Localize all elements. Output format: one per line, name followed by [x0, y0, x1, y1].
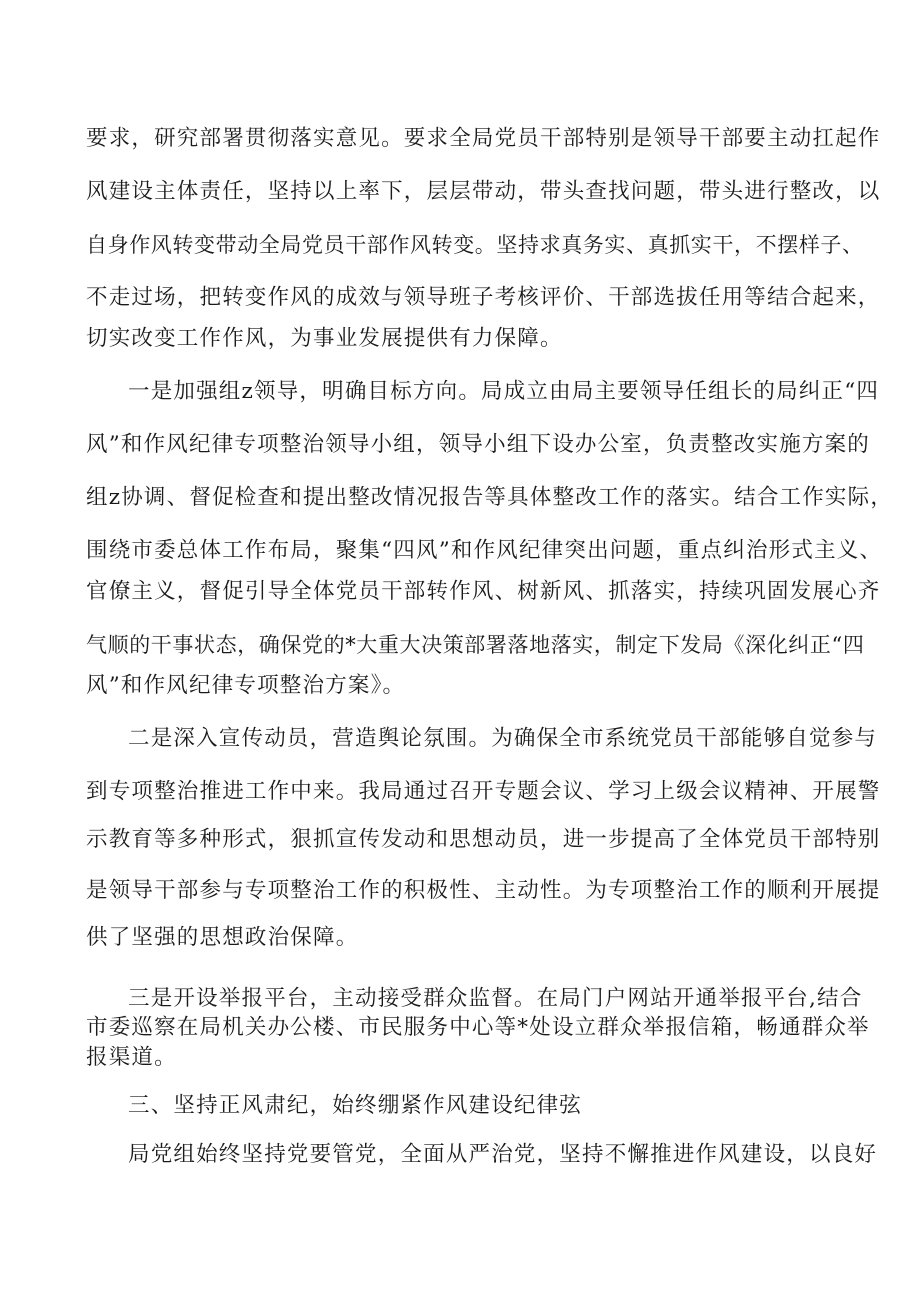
text-line: 报渠道。	[86, 1045, 177, 1070]
text-line: 三是开设举报平台，主动接受群众监督。在局门户网站开通举报平台,结合	[128, 986, 863, 1011]
text-line: 是领导干部参与专项整治工作的积极性、主动性。为专项整治工作的顺利开展提	[86, 878, 881, 903]
text-line: 气顺的干事状态，确保党的*大重大决策部署落地落实，制定下发局《深化纠正“四	[86, 633, 865, 657]
section-heading: 三、坚持正风肃纪，始终绷紧作风建设纪律弦	[128, 1093, 583, 1118]
text-line: 到专项整治推进工作中来。我局通过召开专题会议、学习上级会议精神、开展警	[86, 779, 881, 804]
text-line: 不走过场，把转变作风的成效与领导班子考核评价、干部选拔任用等结合起来，	[86, 285, 881, 310]
text-line: 官僚主义，督促引导全体党员干部转作风、树新风、抓落实，持续巩固发展心齐	[86, 579, 881, 604]
text-line: 切实改变工作作风，为事业发展提供有力保障。	[86, 326, 563, 351]
text-line: 围绕市委总体工作布局，聚集“四风”和作风纪律突出问题，重点纠治形式主义、	[86, 538, 883, 563]
text-line: 自身作风转变带动全局党员干部作风转变。坚持求真务实、真抓实干，不摆样子、	[86, 233, 864, 257]
text-line: 供了坚强的思想政治保障。	[86, 925, 359, 950]
text-line: 风”和作风纪律专项整治领导小组，领导小组下设办公室，负责整改实施方案的	[86, 432, 870, 457]
text-line: 风”和作风纪律专项整治方案》。	[86, 673, 406, 698]
text-line: 风建设主体责任，坚持以上率下，层层带动，带头查找问题，带头进行整改，以	[86, 179, 881, 204]
text-line: 示教育等多种形式，狠抓宣传发动和思想动员，进一步提高了全体党员干部特别	[86, 827, 881, 852]
text-line: 一是加强组z领导，明确目标方向。局成立由局主要领导任组长的局纠正“四	[128, 379, 880, 404]
text-line: 市委巡察在局机关办公楼、市民服务中心等*处设立群众举报信箱，畅通群众举	[86, 1015, 870, 1040]
text-line: 二是深入宣传动员，营造舆论氛围。为确保全市系统党员干部能够自觉参与	[128, 726, 878, 751]
text-line: 组z协调、督促检查和提出整改情况报告等具体整改工作的落实。结合工作实际，	[86, 485, 894, 510]
text-line: 局党组始终坚持党要管党，全面从严治党，坚持不懈推进作风建设，以良好	[128, 1142, 878, 1167]
text-line: 要求，研究部署贯彻落实意见。要求全局党员干部特别是领导干部要主动扛起作	[86, 126, 881, 151]
